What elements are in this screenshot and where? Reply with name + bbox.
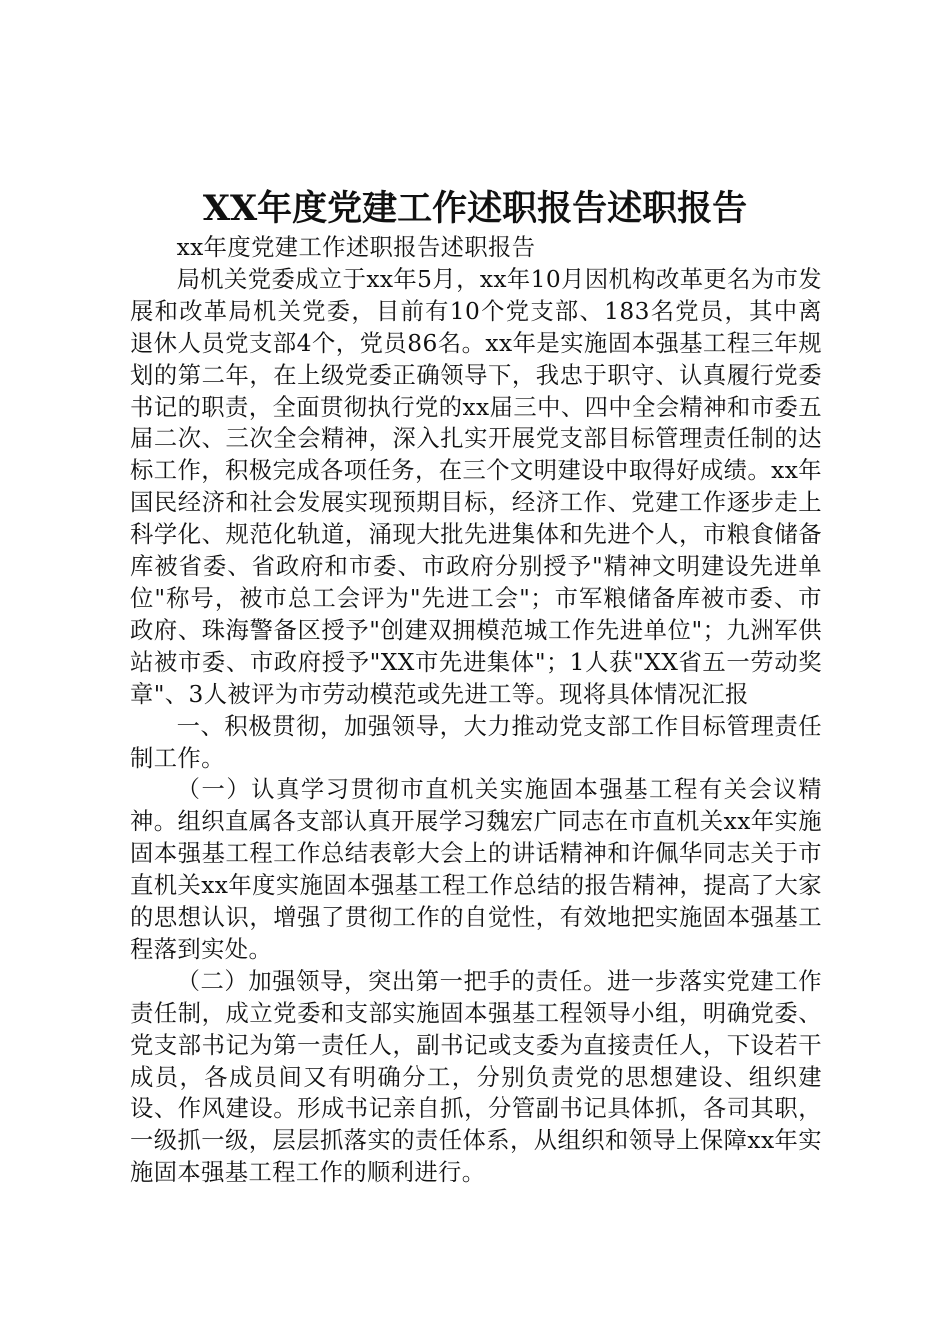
intro-paragraph: 局机关党委成立于xx年5月，xx年10月因机构改革更名为市发展和改革局机关党委，目前有10个党支部、183名党员，其中离退休人员党支部4个，党员86名。xx年是实施固本强基工程三年规划的第二年，在上级党委正确领导下，我忠于职守、认真履行党委书记的职责，全面贯彻执行党的xx届三中、四中全会精神和市委五届二次、三次全会精神，深入扎实开展党支部目标管理责任制的达标工作，积极完成各项任务，在三个文明建设中取得好成绩。xx年国民经济和社会发展实现预期目标，经济工作、党建工作逐步走上科学化、规范化轨道，涌现大批先进集体和先进个人，市粮食储备库被省委、省政府和市委、市政府分别授予"精神文明建设先进单位"称号，被市总工会评为"先进工会"；市军粮储备库被市委、市政府、珠海警备区授予"创建双拥模范城工作先进单位"；九洲军供站被市委、市政府授予"XX市先进集体"；1人获"XX省五一劳动奖章"、3人被评为市劳动模范或先进工等。现将具体情况汇报 bbox=[130, 265, 822, 708]
subsection-paragraph-1: （一）认真学习贯彻市直机关实施固本强基工程有关会议精神。组织直属各支部认真开展学习魏宏广同志在市直机关xx年实施固本强基工程工作总结表彰大会上的讲话精神和许佩华同志关于市直机关xx年度实施固本强基工程工作总结的报告精神，提高了大家的思想认识，增强了贯彻工作的自觉性，有效地把实施固本强基工程落到实处。 bbox=[130, 776, 822, 963]
section-heading-1: 一、积极贯彻，加强领导，大力推动党支部工作目标管理责任制工作。 bbox=[130, 712, 822, 772]
document-body bbox=[130, 232, 822, 1189]
subsection-paragraph-2: （二）加强领导，突出第一把手的责任。进一步落实党建工作责任制，成立党委和支部实施固本强基工程领导小组，明确党委、党支部书记为第一责任人，副书记或支委为直接责任人，下设若干成员，各成员间又有明确分工，分别负责党的思想建设、组织建设、作风建设。形成书记亲自抓，分管副书记具体抓，各司其职，一级抓一级，层层抓落实的责任体系，从组织和领导上保障xx年实施固本强基工程工作的顺利进行。 bbox=[130, 967, 822, 1187]
subtitle-paragraph: xx年度党建工作述职报告述职报告 bbox=[176, 234, 536, 261]
document-title: XX年度党建工作述职报告述职报告 bbox=[202, 188, 748, 229]
